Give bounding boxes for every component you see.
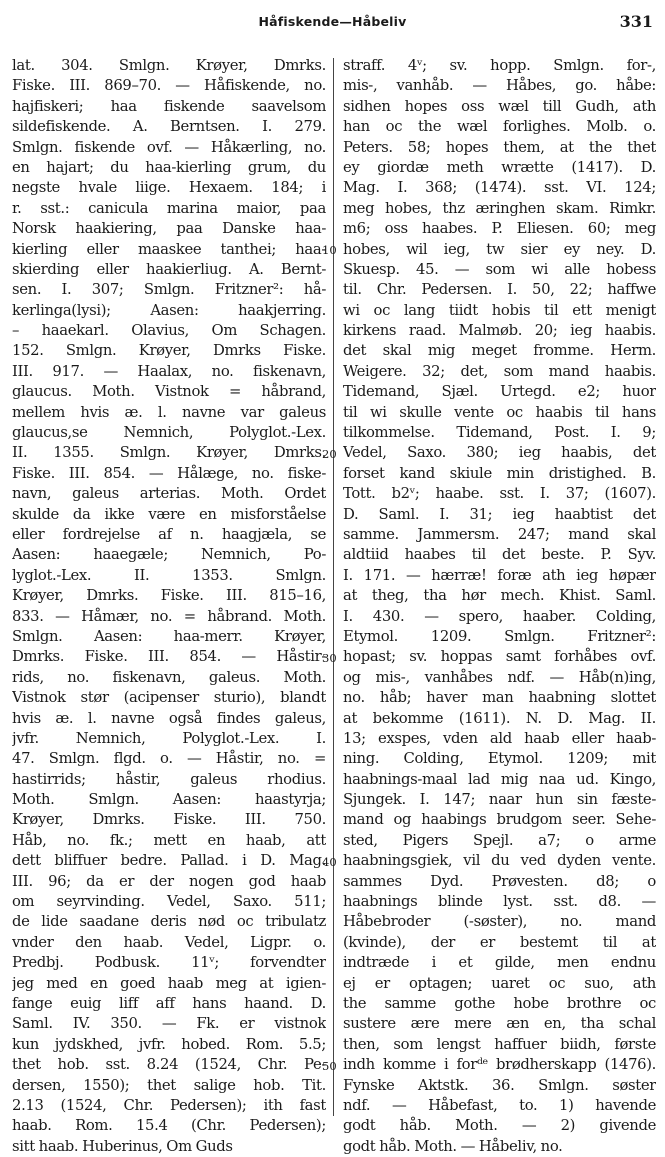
text-line: dersen, 1550); thet salige hob. Tit. xyxy=(12,1076,326,1094)
text-line: ndf. — Håbefast, to. 1) havende xyxy=(343,1096,656,1114)
text-line: ey giordæ meth wrætte (1417). D. xyxy=(343,158,656,176)
text-line: hajfiskeri; haa fiskende saavelsom xyxy=(12,97,326,115)
text-line: m6; oss haabes. P. Eliesen. 60; meg xyxy=(343,220,656,238)
text-line: III. 96; da er der nogen god haab xyxy=(12,872,326,890)
text-line: Skuesp. 45. — som wi alle hobess xyxy=(343,260,656,278)
text-line: Tott. b2ᵛ; haabe. sst. I. 37; (1607). xyxy=(343,485,656,503)
text-line: Smlgn. Aasen: haa-merr. Krøyer, xyxy=(12,627,326,645)
text-line: sted, Pigers Spejl. a7; o arme xyxy=(343,831,656,849)
text-line: sitt haab. Huberinus, Om Guds xyxy=(12,1137,233,1155)
text-line: negste hvale liige. Hexaem. 184; i xyxy=(12,179,326,197)
text-line: forset kand skiule min dristighed. B. xyxy=(343,464,656,482)
text-line: at theg, tha hør mech. Khist. Saml. xyxy=(343,587,656,605)
text-line: aldtiid haabes til det beste. P. Syv. xyxy=(343,546,656,564)
text-line: wi oc lang tiidt hobis til ett menigt xyxy=(343,301,656,319)
left-column xyxy=(12,56,326,1155)
text-line: og mis-, vanhåbes ndf. — Håb(n)ing, xyxy=(343,668,656,686)
text-line: I. 430. — spero, haaber. Colding, xyxy=(343,607,656,625)
text-line: Smlgn. fiskende ovf. — Håkærling, no. xyxy=(12,138,326,156)
line-number: 10 xyxy=(322,242,337,257)
text-line: en hajart; du haa-kierling grum, du xyxy=(12,158,326,176)
text-line: lat. 304. Smlgn. Krøyer, Dmrks. xyxy=(12,57,326,74)
text-line: det skal mig meget fromme. Herm. xyxy=(343,342,656,360)
text-line: navn, galeus arterias. Moth. Ordet xyxy=(12,485,326,503)
page-header xyxy=(0,8,665,36)
line-number: 30 xyxy=(322,650,337,665)
text-line: no. håb; haver man haabning slottet xyxy=(343,689,656,707)
text-line: kirkens raad. Malmøb. 20; ieg haabis. xyxy=(343,322,656,340)
text-line: (kvinde), der er bestemt til at xyxy=(343,933,656,951)
text-line: til wi skulle vente oc haabis til hans xyxy=(343,403,656,421)
text-line: Peters. 58; hopes them, at the thet xyxy=(343,138,656,156)
text-line: Moth. Smlgn. Aasen: haastyrja; xyxy=(12,791,326,809)
text-line: hastirrids; håstir, galeus rhodius. xyxy=(12,770,326,788)
text-line: Håb, no. fk.; mett en haab, att xyxy=(12,831,326,849)
text-line: Krøyer, Dmrks. Fiske. III. 750. xyxy=(12,811,326,829)
right-column xyxy=(343,56,656,1155)
text-line: Sjungek. I. 147; naar hun sin fæste- xyxy=(343,791,656,809)
text-line: haabningsgiek, vil du ved dyden vente. xyxy=(343,852,656,870)
text-line: – haaekarl. Olavius, Om Schagen. xyxy=(12,322,326,340)
text-line: Mag. I. 368; (1474). sst. VI. 124; xyxy=(343,179,656,197)
text-line: indh komme i forᵈᵉ brødherskapp (1476). xyxy=(343,1056,656,1074)
text-line: haabnings-maal lad mig naa ud. Kingo, xyxy=(343,770,656,788)
text-line: sidhen hopes oss wæl till Gudh, ath xyxy=(343,97,656,115)
text-line: Etymol. 1209. Smlgn. Fritzner²: xyxy=(343,627,656,645)
line-number: 40 xyxy=(322,854,337,869)
text-line: til. Chr. Pedersen. I. 50, 22; haffwe xyxy=(343,281,656,299)
text-line: hobes, wil ieg, tw sier ey ney. D. xyxy=(343,240,656,258)
text-line: dett bliffuer bedre. Pallad. i D. Mag. xyxy=(12,852,326,870)
line-number: 20 xyxy=(322,446,337,461)
text-line: glaucus,se Nemnich, Polyglot.-Lex. xyxy=(12,424,326,442)
text-line: Krøyer, Dmrks. Fiske. III. 815–16, xyxy=(12,587,326,605)
text-line: godt håb. Moth. — 2) givende xyxy=(343,1117,656,1135)
text-line: then, som lengst haffuer biidh, første xyxy=(343,1035,656,1053)
text-line: skierding eller haakierliug. A. Bernt- xyxy=(12,260,326,278)
text-line: Dmrks. Fiske. III. 854. — Håstir- xyxy=(12,648,326,666)
text-line: jeg med en goed haab meg at igien- xyxy=(12,974,326,992)
text-line: eller fordrejelse af n. haagjæla, se xyxy=(12,525,326,543)
text-line: Tidemand, Sjæl. Urtegd. e2; huor xyxy=(343,383,656,401)
text-line: tilkommelse. Tidemand, Post. I. 9; xyxy=(343,424,656,442)
text-line: Fynske Aktstk. 36. Smlgn. søster xyxy=(343,1076,656,1094)
text-line: sammes Dyd. Prøvesten. d8; o xyxy=(343,872,656,890)
text-line: mellem hvis æ. l. navne var galeus xyxy=(12,403,326,421)
text-line: 47. Smlgn. flgd. o. — Håstir, no. = xyxy=(12,750,326,768)
text-line: 2.13 (1524, Chr. Pedersen); ith fast xyxy=(12,1096,326,1114)
text-line: sustere ære mere æn en, tha schal xyxy=(343,1015,656,1033)
text-line: Fiske. III. 854. — Hålæge, no. fiske- xyxy=(12,464,326,482)
text-line: r. sst.: canicula marina maior, paa xyxy=(12,199,326,217)
text-line: ning. Colding, Etymol. 1209; mit xyxy=(343,750,656,768)
text-line: skulde da ikke være en misforståelse xyxy=(12,505,326,523)
text-line: hvis æ. l. navne også findes galeus, xyxy=(12,709,326,727)
text-line: Norsk haakiering, paa Danske haa- xyxy=(12,220,326,238)
text-line: haabnings blinde lyst. sst. d8. — xyxy=(343,893,656,911)
text-line: om seyrvinding. Vedel, Saxo. 511; xyxy=(12,893,326,911)
text-line: samme. Jammersm. 247; mand skal xyxy=(343,525,656,543)
text-line: 152. Smlgn. Krøyer, Dmrks Fiske. xyxy=(12,342,326,360)
text-line: Vistnok stør (acipenser sturio), blandt xyxy=(12,689,326,707)
text-line: Weigere. 32; det, som mand haabis. xyxy=(343,362,656,380)
text-line: Vedel, Saxo. 380; ieg haabis, det xyxy=(343,444,656,462)
text-line: I. 171. — hærræ! foræ ath ieg høpær xyxy=(343,566,656,584)
text-line: kun jydskhed, jvfr. hobed. Rom. 5.5; xyxy=(12,1035,326,1053)
text-line: Håbebroder (-søster), no. mand xyxy=(343,913,656,931)
text-line: D. Saml. I. 31; ieg haabtist det xyxy=(343,505,656,523)
text-line: glaucus. Moth. Vistnok = håbrand, xyxy=(12,383,326,401)
text-line: at bekomme (1611). N. D. Mag. II. xyxy=(343,709,656,727)
line-number-gutter xyxy=(322,56,344,1116)
text-line: vnder den haab. Vedel, Ligpr. o. xyxy=(12,933,326,951)
text-line: straff. 4ᵛ; sv. hopp. Smlgn. for-, xyxy=(343,57,656,74)
text-line: II. 1355. Smlgn. Krøyer, Dmrks. xyxy=(12,444,326,462)
text-line: the samme gothe hobe brothre oc xyxy=(343,994,656,1012)
text-line: 13; exspes, vden ald haab eller haab- xyxy=(343,729,656,747)
text-line: jvfr. Nemnich, Polyglot.-Lex. I. xyxy=(12,729,326,747)
text-line: rids, no. fiskenavn, galeus. Moth. xyxy=(12,668,326,686)
text-line: Fiske. III. 869–70. — Håfiskende, no. xyxy=(12,77,326,95)
text-line: lyglot.-Lex. II. 1353. Smlgn. xyxy=(12,566,326,584)
text-line: fange euig liff aff hans haand. D. xyxy=(12,994,326,1012)
text-line: haab. Rom. 15.4 (Chr. Pedersen); xyxy=(12,1117,326,1135)
text-line: sildefiskende. A. Berntsen. I. 279. xyxy=(12,118,326,136)
line-number: 50 xyxy=(322,1058,337,1073)
text-line: godt håb. Moth. — Håbeliv, no. xyxy=(343,1137,563,1155)
text-line: mand og haabings brudgom seer. Sehe- xyxy=(343,811,656,829)
text-line: III. 917. — Haalax, no. fiskenavn, xyxy=(12,362,326,380)
text-line: sen. I. 307; Smlgn. Fritzner²: hå- xyxy=(12,281,326,299)
text-line: 833. — Håmær, no. = håbrand. Moth. xyxy=(12,607,326,625)
text-line: mis-, vanhåb. — Håbes, go. håbe: xyxy=(343,77,656,95)
text-line: meg hobes, thz æringhen skam. Rimkr. xyxy=(343,199,656,217)
page-number: 331 xyxy=(619,12,653,31)
text-line: indtræde i et gilde, men endnu xyxy=(343,954,656,972)
text-line: Predbj. Podbusk. 11ᵛ; forvendter xyxy=(12,954,326,972)
text-line: Aasen: haaegæle; Nemnich, Po- xyxy=(12,546,326,564)
text-line: Saml. IV. 350. — Fk. er vistnok xyxy=(12,1015,326,1033)
text-line: hopast; sv. hoppas samt forhåbes ovf. xyxy=(343,648,656,666)
text-line: kerlinga(lysi); Aasen: haakjerring. xyxy=(12,301,326,319)
running-head: Håfiskende—Håbeliv xyxy=(258,14,407,29)
text-line: han oc the wæl forlighes. Molb. o. xyxy=(343,118,656,136)
text-line: ej er optagen; uaret oc suo, ath xyxy=(343,974,656,992)
text-line: de lide saadane deris nød oc tribulatz xyxy=(12,913,326,931)
text-line: thet hob. sst. 8.24 (1524, Chr. Pe- xyxy=(12,1056,326,1074)
text-line: kierling eller maaskee tanthei; haa- xyxy=(12,240,326,258)
